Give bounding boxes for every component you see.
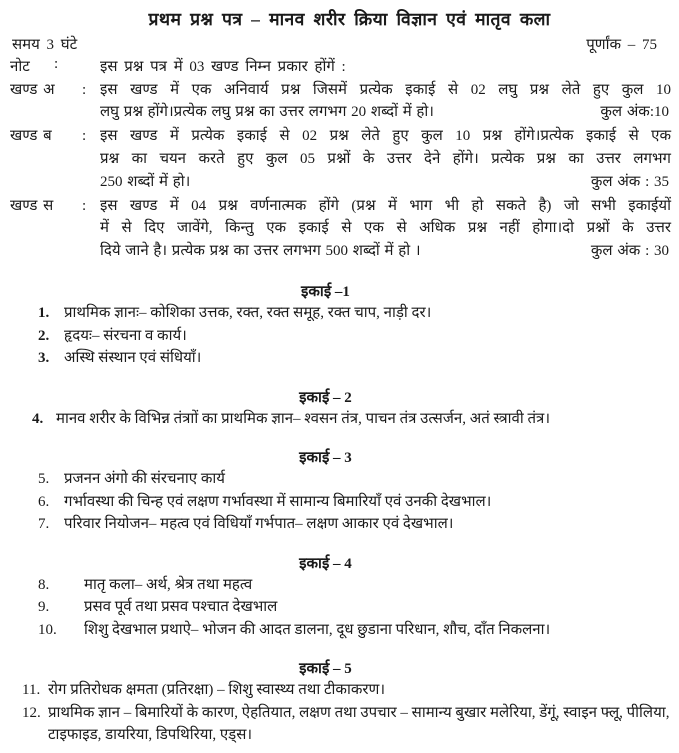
list-item: [10, 468, 671, 491]
section-b-colon: :: [82, 128, 87, 145]
list-item: [10, 302, 671, 325]
unit-1-item-2-number: 2.: [38, 327, 50, 344]
list-item: [10, 679, 671, 702]
unit-1-item-1-text: प्राथमिक ज्ञानः– कोशिका उत्तक, रक्त, रक्त समूह, रक्त चाप, नाड़ी दर।: [64, 305, 432, 321]
unit-block-2: [10, 387, 671, 431]
list-item: [10, 574, 671, 597]
list-item: [10, 347, 671, 370]
unit-3-item-5-number: 5.: [38, 471, 50, 487]
unit-1-item-3-text: अस्थि संस्थान एवं संधियाँ।: [64, 350, 202, 366]
list-item: [10, 596, 671, 619]
unit-5-item-11-number: 11.: [22, 682, 41, 698]
unit-block-4: [10, 553, 671, 642]
unit-4-heading: इकाई – 4: [299, 555, 352, 572]
unit-1-item-2-text: हृदयः– संरचना व कार्य।: [64, 327, 187, 344]
unit-2-heading: इकाई – 2: [299, 389, 352, 406]
section-b-label: खण्ड ब: [10, 128, 52, 145]
unit-4-item-10-number: 10.: [38, 621, 57, 638]
section-a-colon: :: [82, 81, 87, 98]
unit-4-item-9-number: 9.: [38, 599, 50, 615]
section-a-marks: कुल अंक:10: [600, 104, 669, 121]
section-b-line-3-text: 250 शब्दों में हो।: [100, 173, 191, 190]
unit-4-item-8-text: मातृ कला– अर्थ, श्रेत्र तथा महत्व: [84, 576, 253, 593]
note-colon: :: [54, 55, 59, 72]
section-a-body: [100, 79, 671, 125]
list-item: [10, 325, 671, 348]
section-s-line-3-text: दिये जाने है। प्रत्येक प्रश्न का उत्तर लगभग 500 शब्दों में हो ।: [100, 243, 421, 260]
spacer-unit-4-5: [10, 641, 671, 658]
section-b-line-2: प्रश्न का चयन करते हुए कुल 05 प्रश्नों के उत्तर देने होंगे। प्रत्येक प्रश्न का उत्तर लगभग: [100, 151, 671, 168]
unit-3-item-5-text: प्रजनन अंगो की संरचनाए कार्य: [64, 471, 225, 487]
unit-3-item-6-text: गर्भावस्था की चिन्ह एवं लक्षण गर्भावस्था में सामान्य बिमारियाँ एवं उनकी देखभाल।: [64, 493, 492, 510]
unit-5-item-12-text: प्राथमिक ज्ञान – बिमारियों के कारण, ऐहतियात, लक्षण तथा उपचार – सामान्य बुखार मलेरिया, डेंगूं, स्वाइन फ्लू, पीलिया, टाइफाइड, डायरिया, डिपथिरिया, एड्स।: [48, 704, 670, 743]
unit-2-item-4-number: 4.: [32, 410, 44, 427]
spacer-unit-1-2: [10, 370, 671, 387]
list-item: [10, 513, 671, 536]
note-label: नोट: [10, 58, 30, 75]
section-khand-s: [10, 195, 671, 263]
exam-duration: समय 3 घंटे: [12, 36, 78, 53]
list-item: [10, 408, 671, 431]
list-item: [10, 702, 671, 747]
unit-3-heading: इकाई – 3: [299, 450, 352, 466]
unit-block-3: [10, 447, 671, 536]
section-s-line-1: इस खण्ड में 04 प्रश्न वर्णनात्मक होंगे (प्रश्न में भाग भी हो सकते है) जो सभी इकाईयों: [100, 197, 671, 214]
section-s-colon: :: [82, 197, 87, 214]
unit-1-item-1-number: 1.: [38, 305, 50, 321]
section-b-marks: कुल अंक : 35: [590, 173, 669, 190]
section-a-line-1: इस खण्ड में एक अनिवार्य प्रश्न जिसमें प्रत्येक इकाई से 02 लघु प्रश्न लेते हुए कुल 10: [100, 81, 671, 98]
section-a-line-2-text: लघु प्रश्न होंगे।प्रत्येक लघु प्रश्न का उत्तर लगभग 20 शब्दों में हो।: [100, 104, 434, 121]
page-title: प्रथम प्रश्न पत्र – मानव शरीर क्रिया विज्ञान एवं मातृव कला: [148, 9, 551, 29]
unit-3-item-7-text: परिवार नियोजन– महत्व एवं विधियाँ गर्भपात– लक्षण आकार एवं देखभाल।: [64, 516, 454, 532]
spacer-before-units: [10, 264, 671, 281]
unit-5-item-11-text: रोग प्रतिरोधक क्षमता (प्रतिरक्षा) – शिशु स्वास्थ्य तथा टीकाकरण।: [48, 682, 386, 698]
section-s-marks: कुल अंक : 30: [590, 243, 669, 260]
unit-block-5: [10, 658, 671, 747]
exam-meta-row: [10, 34, 671, 54]
unit-4-item-8-number: 8.: [38, 576, 50, 593]
section-s-body: [100, 195, 671, 263]
section-s-label: खण्ड स: [10, 197, 54, 214]
section-khand-a: [10, 79, 671, 125]
maximum-marks: पूर्णांक – 75: [586, 36, 657, 53]
note-row: [10, 56, 671, 76]
section-b-line-3: [100, 171, 671, 194]
section-b-body: [100, 125, 671, 193]
unit-4-item-10-text: शिशु देखभाल प्रथाऐ– भोजन की आदत डालना, दूध छुडाना परिधान, शौच, दाँत निकलना।: [84, 621, 551, 638]
unit-5-heading: इकाई – 5: [299, 661, 352, 677]
unit-1-heading: इकाई –1: [301, 284, 350, 300]
spacer-unit-3-4: [10, 536, 671, 553]
note-text: इस प्रश्न पत्र में 03 खण्ड निम्न प्रकार होंगें :: [100, 58, 346, 75]
list-item: [10, 619, 671, 642]
section-khand-b: [10, 125, 671, 193]
spacer-unit-2-3: [10, 430, 671, 447]
unit-4-item-9-text: प्रसव पूर्व तथा प्रसव पश्चात देखभाल: [84, 599, 278, 615]
unit-3-item-6-number: 6.: [38, 493, 50, 510]
section-b-line-1: इस खण्ड में प्रत्येक इकाई से 02 प्रश्न लेते हुए कुल 10 प्रश्न होंगे।प्रत्येक इकाई से एक: [100, 128, 671, 145]
section-s-line-3: [100, 240, 671, 263]
section-a-line-2: [100, 101, 671, 124]
unit-1-item-3-number: 3.: [38, 350, 50, 366]
unit-3-item-7-number: 7.: [38, 516, 50, 532]
unit-block-1: [10, 281, 671, 370]
unit-5-item-12-number: 12.: [22, 704, 41, 721]
list-item: [10, 491, 671, 514]
section-s-line-2: में से दिए जावेंगे, किन्तु एक इकाई से एक से अधिक प्रश्न नहीं होगा।दो प्रश्नों के उत्तर: [100, 220, 671, 237]
unit-2-item-4-text: मानव शरीर के विभिन्न तंत्राों का प्राथमिक ज्ञान– श्वसन तंत्र, पाचन तंत्र उत्सर्जन, अतं स्त्रावी तंत्र।: [56, 410, 551, 427]
section-a-label: खण्ड अ: [10, 81, 55, 98]
